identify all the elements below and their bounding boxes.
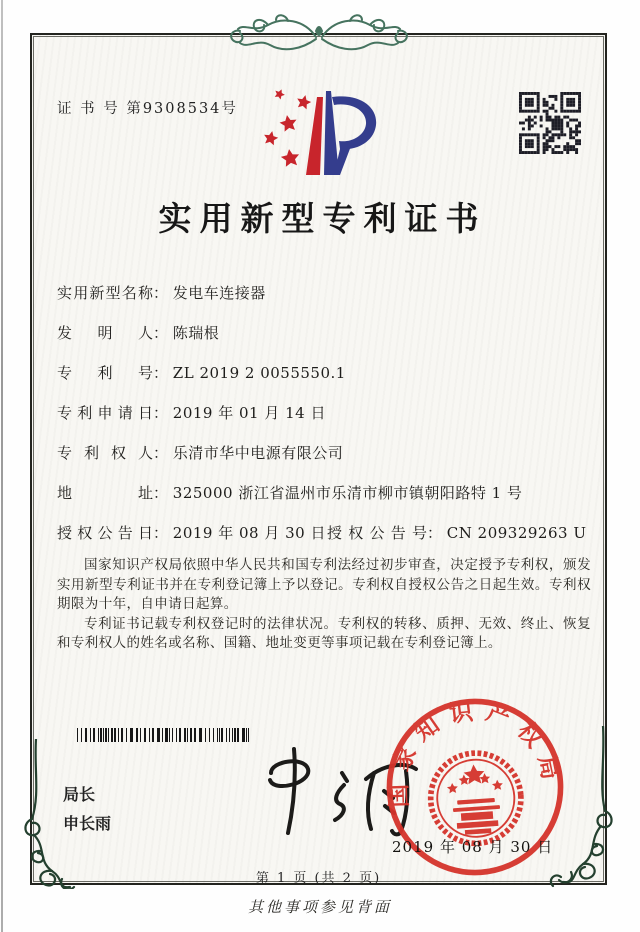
field-value: ZL 2019 2 0055550.1 <box>172 364 346 382</box>
field-label: 专利申请日 <box>57 404 153 422</box>
field-value: 发电车连接器 <box>172 284 266 302</box>
colon: ： <box>153 524 169 542</box>
legal-paragraph-2: 专利证书记载专利权登记时的法律状况。专利权的转移、质押、无效、终止、恢复和专利权人的姓名或名称、国籍、地址变更等事项记载在专利登记簿上。 <box>57 615 591 651</box>
colon: ： <box>153 324 169 342</box>
seal-date: 2019 年 08 月 30 日 <box>392 838 554 856</box>
issuer-block <box>63 780 111 838</box>
field-row-inventor <box>57 322 587 342</box>
field-value: 325000 浙江省温州市乐清市柳市镇朝阳路特 1 号 <box>172 484 523 502</box>
field-label: 发明人 <box>57 324 153 342</box>
field-row-patentee <box>57 442 587 462</box>
field-label: 专利权人 <box>57 444 153 462</box>
field-label: 专利号 <box>57 364 153 382</box>
field-row-patent-number <box>57 362 587 382</box>
page-indicator: 第 1 页 (共 2 页) <box>255 871 382 886</box>
colon: ： <box>153 484 169 502</box>
field-label: 授权公告日 <box>57 524 153 542</box>
colon: ： <box>427 524 443 542</box>
field-list <box>57 282 587 562</box>
issuer-name: 申长雨 <box>63 814 112 833</box>
field-value: 2019 年 01 月 14 日 <box>172 404 326 422</box>
cnipa-logo-icon <box>244 79 396 189</box>
field-row-grant <box>57 522 587 542</box>
field-value: 乐清市华中电源有限公司 <box>172 444 344 462</box>
field-pair-grant-number <box>327 522 586 543</box>
field-row-address <box>57 482 587 502</box>
field-value: CN 209329263 U <box>446 524 587 542</box>
field-value: 2019 年 08 月 30 日 <box>172 524 326 542</box>
legal-text <box>57 556 591 654</box>
barcode <box>77 728 252 742</box>
certificate-page <box>30 33 607 885</box>
colon: ： <box>153 364 169 382</box>
field-value: 陈瑞根 <box>172 324 220 342</box>
back-side-note: 其他事项参见背面 <box>247 898 392 916</box>
issuer-title: 局长 <box>63 785 96 804</box>
qr-code <box>519 90 581 156</box>
field-row-name <box>57 282 587 302</box>
top-dragon-ornament-icon <box>204 9 434 61</box>
scan-edge-shadow <box>1 0 3 932</box>
field-label: 实用新型名称 <box>57 284 153 302</box>
certificate-title: 实用新型专利证书 <box>158 199 487 238</box>
svg-text:国家知识产权局: 国家知识产权局 <box>383 696 568 808</box>
certificate-number: 证 书 号 第9308534号 <box>57 101 238 117</box>
field-row-filing-date <box>57 402 587 422</box>
colon: ： <box>153 404 169 422</box>
colon: ： <box>153 284 169 302</box>
field-label: 地址 <box>57 484 153 502</box>
colon: ： <box>153 444 169 462</box>
legal-paragraph-1: 国家知识产权局依照中华人民共和国专利法经过初步审查，决定授予专利权，颁发实用新型专利证书并在专利登记簿上予以登记。专利权自授权公告之日起生效。专利权期限为十年，自申请日起算。 <box>57 557 591 612</box>
field-label: 授权公告号 <box>327 524 427 542</box>
